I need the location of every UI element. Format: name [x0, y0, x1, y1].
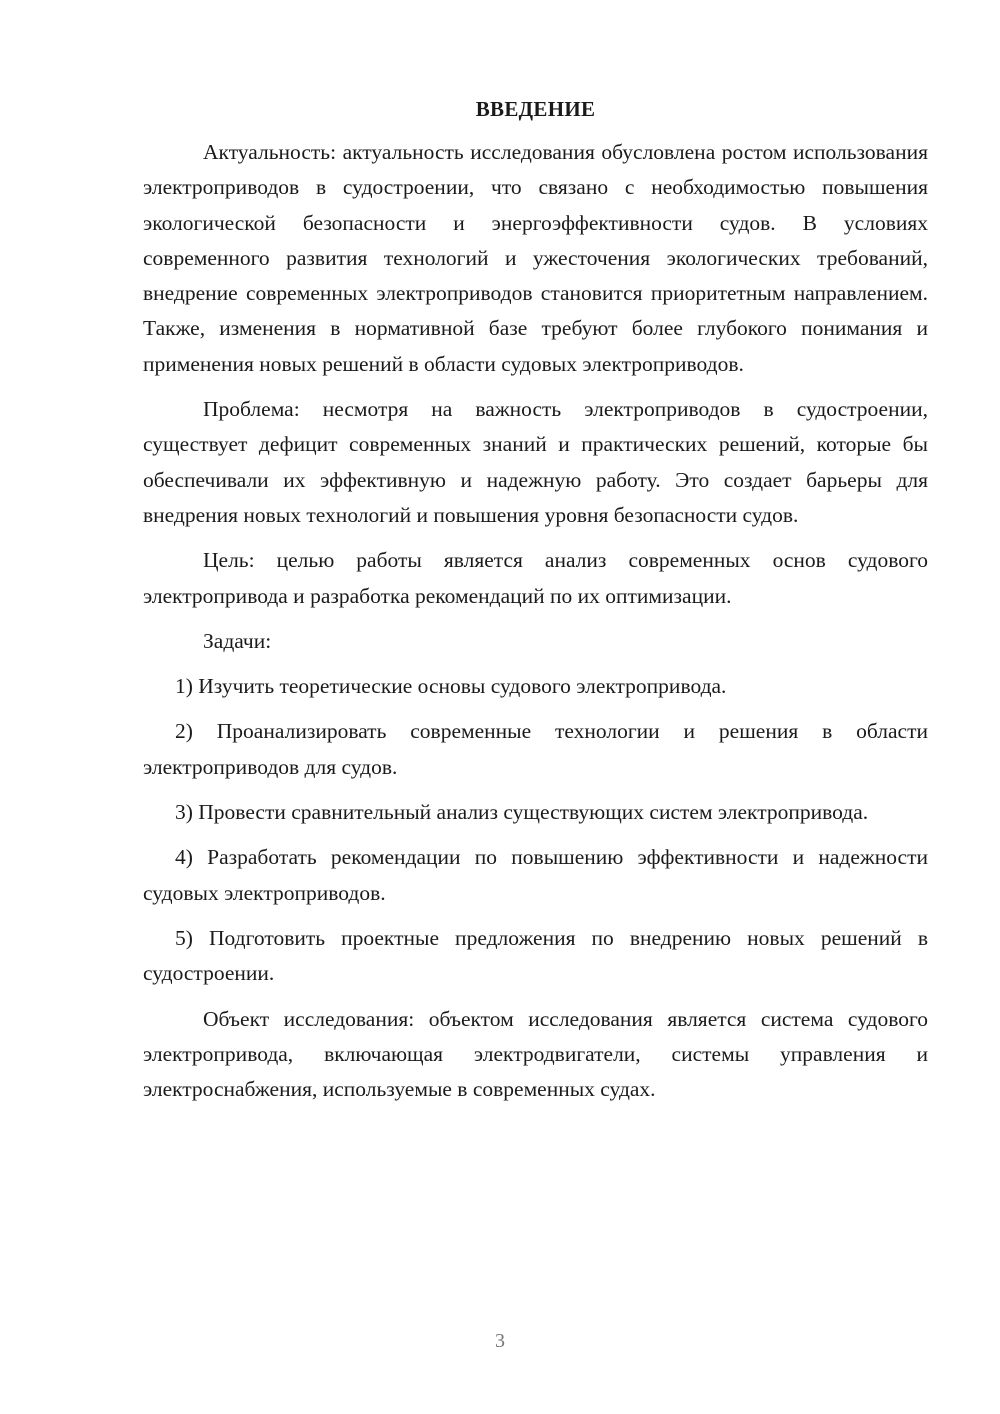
problem-paragraph: Проблема: несмотря на важность электроприводов в судостроении, существует дефицит современных знаний и практических решений, которые бы обеспечивали их эффективную и надежную работу. Это создает барьеры для внедрения новых технологий и повышения уровня безопасности судов.: [143, 397, 928, 527]
task-item-1: 1) Изучить теоретические основы судового электропривода.: [175, 674, 727, 699]
task-item-5: 5) Подготовить проектные предложения по внедрению новых решений в судостроении.: [143, 925, 928, 986]
task-item-4: 4) Разработать рекомендации по повышению эффективности и надежности судовых электроприводов.: [143, 845, 928, 905]
task-item-3: 3) Провести сравнительный анализ существующих систем электропривода.: [175, 800, 869, 825]
object-paragraph: Объект исследования: объектом исследования является система судового электропривода, включающая электродвигатели, системы управления и электроснабжения, используемые в современных судах.: [143, 1006, 928, 1102]
relevance-paragraph: Актуальность: актуальность исследования обусловлена ростом использования электроприводов в судостроении, что связано с необходимостью повышения экологической безопасности и энергоэффективности судов. В условиях современного развития технологий и ужесточения экологических требований, внедрение современных электроприводов становится приоритетным направлением. Также, изменения в нормативной базе требуют более глубокого понимания и применения новых решений в области судовых электроприводов.: [143, 140, 928, 376]
document-page: [143, 92, 928, 1107]
goal-paragraph: Цель: целью работы является анализ современных основ судового электропривода и разработка рекомендаций по их оптимизации.: [143, 548, 928, 608]
section-title: ВВЕДЕНИЕ: [475, 97, 596, 121]
task-item-2: 2) Проанализировать современные технологии и решения в области электроприводов для судов.: [143, 719, 928, 779]
page-number: 3: [495, 1330, 505, 1352]
tasks-heading: Задачи:: [203, 628, 272, 653]
